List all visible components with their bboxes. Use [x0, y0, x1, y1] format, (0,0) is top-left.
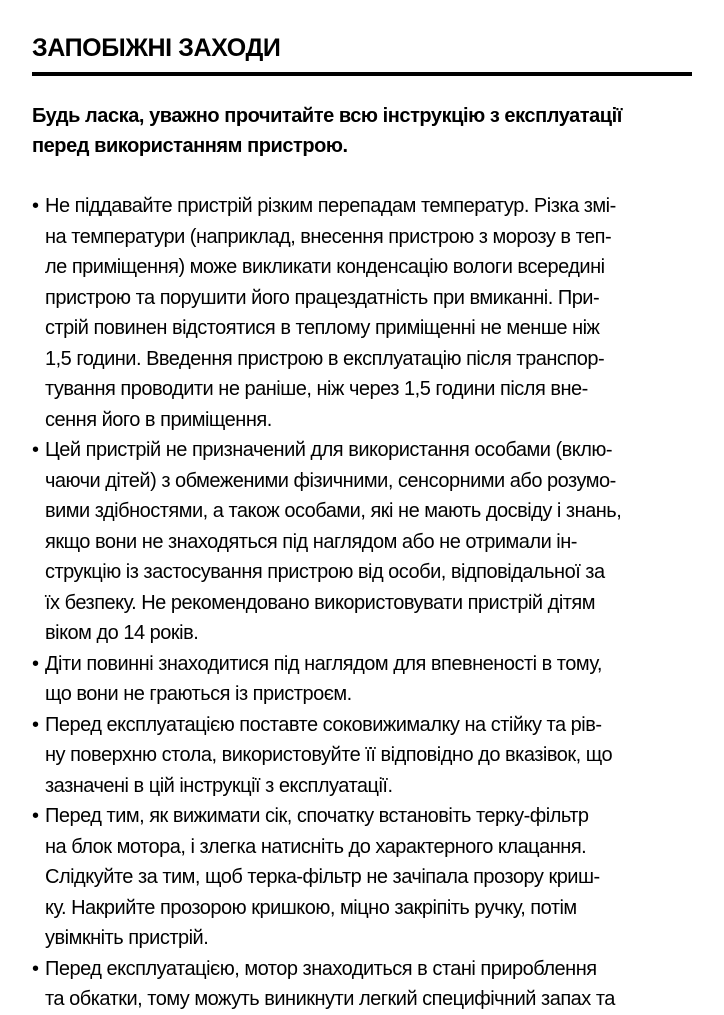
precaution-line: 1,5 години. Введення пристрою в експлуатацію після транспор- — [45, 347, 605, 370]
precaution-item — [32, 649, 692, 710]
bullet-mark: • — [32, 713, 39, 736]
precaution-line: стрій повинен відстоятися в теплому приміщенні не менше ніж — [45, 317, 600, 339]
precaution-line: вими здібностями, а також особами, які не мають досвіду і знань, — [45, 500, 622, 522]
precaution-line: Перед тим, як вижимати сік, спочатку встановіть терку-фільтр — [45, 805, 589, 827]
bullet-mark: • — [32, 957, 39, 980]
precaution-line: пристрою та порушити його працездатність при вмиканні. При- — [45, 286, 600, 309]
bullet-mark: • — [32, 805, 39, 827]
precaution-line: Перед експлуатацією поставте соковижималку на стійку та рів- — [45, 713, 602, 736]
intro-line: Будь ласка, уважно прочитайте всю інструкцію з експлуатації — [32, 105, 622, 127]
title-underline — [32, 72, 692, 76]
precaution-line: на блок мотора, і злегка натисніть до характерного клацання. — [45, 835, 587, 858]
precaution-line: їх безпеку. Не рекомендовано використовувати пристрій дітям — [45, 591, 596, 614]
precaution-line: зазначені в цій інструкції з експлуатації. — [45, 774, 393, 797]
precaution-line: струкцію із застосування пристрою від особи, відповідальної за — [45, 561, 605, 583]
precaution-item — [32, 801, 692, 954]
instruction-page — [32, 0, 692, 1015]
precaution-line: Діти повинні знаходитися під наглядом для впевненості в тому, — [45, 652, 602, 675]
section-title: ЗАПОБІЖНІ ЗАХОДИ — [32, 34, 281, 62]
intro-line: перед використанням пристрою. — [32, 135, 348, 157]
precaution-line: та обкатки, тому можуть виникнути легкий специфічний запах та — [45, 988, 615, 1010]
precaution-line: Перед експлуатацією, мотор знаходиться в стані прироблення — [45, 957, 597, 980]
precaution-line: Цей пристрій не призначений для використання особами (вклю- — [45, 439, 613, 461]
precaution-line: сення його в приміщення. — [45, 408, 272, 431]
precaution-line: увімкніть пристрій. — [45, 927, 209, 949]
precaution-line: Не піддавайте пристрій різким перепадам температур. Різка змі- — [45, 195, 616, 217]
bullet-mark: • — [32, 439, 39, 461]
precaution-item — [32, 954, 692, 1015]
precaution-item — [32, 191, 692, 435]
precaution-line: тування проводити не раніше, ніж через 1,5 години після вне- — [45, 378, 588, 400]
precaution-item — [32, 435, 692, 649]
precaution-line: віком до 14 років. — [45, 622, 199, 644]
precaution-line: ку. Накрийте прозорою кришкою, міцно закріпіть ручку, потім — [45, 896, 577, 919]
precaution-line: Слідкуйте за тим, щоб терка-фільтр не зачіпала прозору криш- — [45, 866, 600, 888]
precaution-line: чаючи дітей) з обмеженими фізичними, сенсорними або розумо- — [45, 469, 616, 492]
precautions-list — [32, 191, 692, 1015]
precaution-item — [32, 710, 692, 802]
precaution-line: ну поверхню стола, використовуйте її відповідно до вказівок, що — [45, 744, 613, 766]
intro-paragraph — [32, 101, 692, 161]
bullet-mark: • — [32, 652, 39, 675]
bullet-mark: • — [32, 195, 39, 217]
precaution-line: якщо вони не знаходяться під наглядом або не отримали ін- — [45, 530, 577, 553]
precaution-line: на температури (наприклад, внесення пристрою з морозу в теп- — [45, 225, 612, 248]
precaution-line: ле приміщення) може викликати конденсацію вологи всередині — [45, 256, 605, 278]
precaution-line: що вони не граються із пристроєм. — [45, 683, 352, 705]
